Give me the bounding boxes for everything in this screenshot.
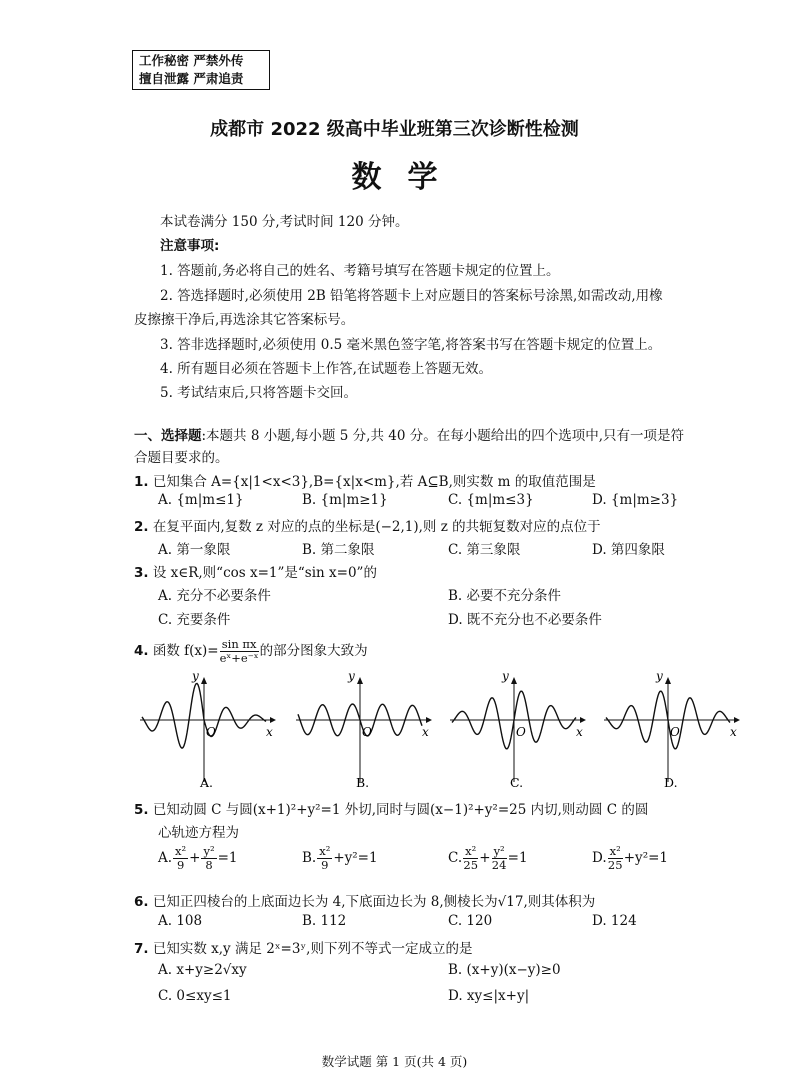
stamp-line-2: 擅自泄露 严肃追责 xyxy=(139,71,244,86)
fraction-denominator: 24 xyxy=(491,858,507,872)
fraction xyxy=(608,845,623,872)
function-fraction xyxy=(220,638,259,665)
graph-option-a xyxy=(138,670,282,790)
option-label: C. xyxy=(448,850,463,866)
option-a: A. {m|m≤1} xyxy=(158,492,244,508)
option-c xyxy=(448,845,528,872)
question-number: 5. xyxy=(134,802,149,818)
question-number: 3. xyxy=(134,565,149,581)
option-label: A. xyxy=(158,850,173,866)
option-c: C. 0≤xy≤1 xyxy=(158,988,232,1004)
y-axis-label: y xyxy=(502,670,509,683)
question-number: 4. xyxy=(134,643,149,659)
option-b: B. {m|m≥1} xyxy=(302,492,388,508)
question-stem: 已知集合 A={x|1<x<3},B={x|x<m},若 A⊆B,则实数 m 的取值范围是 xyxy=(152,474,596,490)
fraction xyxy=(463,845,478,872)
question-stem-pre: 函数 f(x)= xyxy=(152,643,219,659)
equation-tail: =1 xyxy=(507,850,528,866)
graph-label: C. xyxy=(510,775,524,790)
fraction-denominator: 8 xyxy=(205,858,213,872)
fraction-numerator: x² xyxy=(609,844,621,858)
question-stem: 设 x∈R,则“cos x=1”是“sin x=0”的 xyxy=(152,565,377,581)
option-a: A. 第一象限 xyxy=(158,542,231,558)
option-c: C. 充要条件 xyxy=(158,612,231,628)
operator: + xyxy=(479,850,491,866)
y-axis-label: y xyxy=(656,670,663,683)
question-5 xyxy=(134,798,648,818)
fraction xyxy=(201,845,216,872)
option-a: A. 充分不必要条件 xyxy=(158,588,271,604)
option-b xyxy=(302,845,378,872)
option-b: B. 第二象限 xyxy=(302,542,375,558)
x-axis-label: x xyxy=(266,725,273,739)
note-item: 5. 考试结束后,只将答题卡交回。 xyxy=(160,385,357,401)
graph-option-d xyxy=(602,670,746,790)
question-stem-cont: 心轨迹方程为 xyxy=(158,825,239,841)
option-d: D. 第四象限 xyxy=(592,542,665,558)
subject-title: 数学 xyxy=(351,160,464,195)
question-number: 6. xyxy=(134,894,149,910)
fraction-numerator: x² xyxy=(319,844,331,858)
note-item: 4. 所有题目必须在答题卡上作答,在试题卷上答题无效。 xyxy=(160,361,492,377)
option-d xyxy=(592,845,668,872)
equation-tail: =1 xyxy=(217,850,238,866)
option-a: A. 108 xyxy=(158,913,203,929)
question-stem: 已知动圆 C 与圆(x+1)²+y²=1 外切,同时与圆(x−1)²+y²=25 内切,则动圆 C 的圆 xyxy=(152,802,649,818)
origin-label: O xyxy=(206,725,216,739)
note-item: 皮擦擦干净后,再选涂其它答案标号。 xyxy=(134,312,355,328)
section-label: 一、选择题 xyxy=(134,428,202,444)
graph-label: B. xyxy=(356,775,370,790)
fraction-denominator: 25 xyxy=(463,858,479,872)
notes-heading: 注意事项: xyxy=(160,238,220,254)
option-label: B. xyxy=(302,850,317,866)
exam-title: 成都市 2022 级高中毕业班第三次诊断性检测 xyxy=(210,119,579,140)
question-stem: 已知正四棱台的上底面边长为 4,下底面边长为 8,侧棱长为√17,则其体积为 xyxy=(152,894,596,910)
fraction-denominator: 9 xyxy=(321,858,329,872)
option-label: D. xyxy=(592,850,607,866)
question-stem: 在复平面内,复数 z 对应的点的坐标是(−2,1),则 z 的共轭复数对应的点位于 xyxy=(152,519,601,535)
fraction-numerator: y² xyxy=(493,844,505,858)
fraction xyxy=(317,845,332,872)
option-b: B. 必要不充分条件 xyxy=(448,588,562,604)
note-item: 1. 答题前,务必将自己的姓名、考籍号填写在答题卡规定的位置上。 xyxy=(160,263,560,279)
fraction xyxy=(492,845,507,872)
equation-tail: +y²=1 xyxy=(623,850,669,866)
question-number: 2. xyxy=(134,519,149,535)
operator: + xyxy=(189,850,201,866)
option-c: C. 第三象限 xyxy=(448,542,521,558)
option-d: D. 既不充分也不必要条件 xyxy=(448,612,602,628)
intro-text: 本试卷满分 150 分,考试时间 120 分钟。 xyxy=(160,214,409,230)
question-2 xyxy=(134,515,601,535)
question-1 xyxy=(134,470,596,490)
fraction-denominator: eˣ+e⁻ˣ xyxy=(219,651,259,665)
section-desc-cont: 合题目要求的。 xyxy=(134,450,229,466)
fraction-numerator: sin πx xyxy=(220,638,259,652)
graph-label: D. xyxy=(664,775,678,790)
fraction-denominator: 9 xyxy=(176,858,185,872)
origin-label: O xyxy=(362,725,372,739)
option-d: D. xy≤|x+y| xyxy=(448,988,530,1004)
option-c: C. {m|m≤3} xyxy=(448,492,534,508)
stamp-line-1: 工作秘密 严禁外传 xyxy=(139,53,244,68)
page-footer: 数学试题 第 1 页(共 4 页) xyxy=(321,1054,468,1069)
y-axis-label: y xyxy=(192,670,199,683)
confidential-stamp xyxy=(132,50,270,90)
question-4 xyxy=(134,638,368,665)
fraction-numerator: y² xyxy=(203,844,215,858)
question-7 xyxy=(134,937,472,957)
option-b: B. 112 xyxy=(302,913,347,929)
graph-option-b xyxy=(294,670,438,790)
section-desc: :本题共 8 小题,每小题 5 分,共 40 分。在每小题给出的四个选项中,只有一项是符 xyxy=(201,428,685,444)
section-heading xyxy=(134,424,684,444)
note-item: 3. 答非选择题时,必须使用 0.5 毫米黑色签字笔,将答案书写在答题卡规定的位置上。 xyxy=(160,337,662,353)
equation-tail: +y²=1 xyxy=(333,850,378,866)
option-d: D. {m|m≥3} xyxy=(592,492,679,508)
question-stem: 已知实数 x,y 满足 2ˣ=3ʸ,则下列不等式一定成立的是 xyxy=(152,941,473,957)
x-axis-label: x xyxy=(730,725,737,739)
fraction-denominator: 25 xyxy=(607,858,623,872)
graph-label: A. xyxy=(200,775,214,790)
option-a xyxy=(158,845,237,872)
question-3 xyxy=(134,561,377,581)
option-c: C. 120 xyxy=(448,913,493,929)
option-d: D. 124 xyxy=(592,913,637,929)
option-b: B. (x+y)(x−y)≥0 xyxy=(448,962,561,978)
y-axis-label: y xyxy=(348,670,355,683)
fraction-numerator: x² xyxy=(465,844,477,858)
question-stem-post: 的部分图象大致为 xyxy=(259,643,368,659)
graph-option-c xyxy=(448,670,592,790)
question-6 xyxy=(134,890,595,910)
x-axis-label: x xyxy=(576,725,583,739)
fraction xyxy=(173,845,188,872)
question-number: 7. xyxy=(134,941,149,957)
note-item: 2. 答选择题时,必须使用 2B 铅笔将答题卡上对应题目的答案标号涂黑,如需改动,用橡 xyxy=(160,288,663,304)
x-axis-label: x xyxy=(422,725,429,739)
origin-label: O xyxy=(670,725,680,739)
option-a: A. x+y≥2√xy xyxy=(158,962,247,978)
question-number: 1. xyxy=(134,474,149,490)
fraction-numerator: x² xyxy=(175,844,187,858)
origin-label: O xyxy=(516,725,526,739)
